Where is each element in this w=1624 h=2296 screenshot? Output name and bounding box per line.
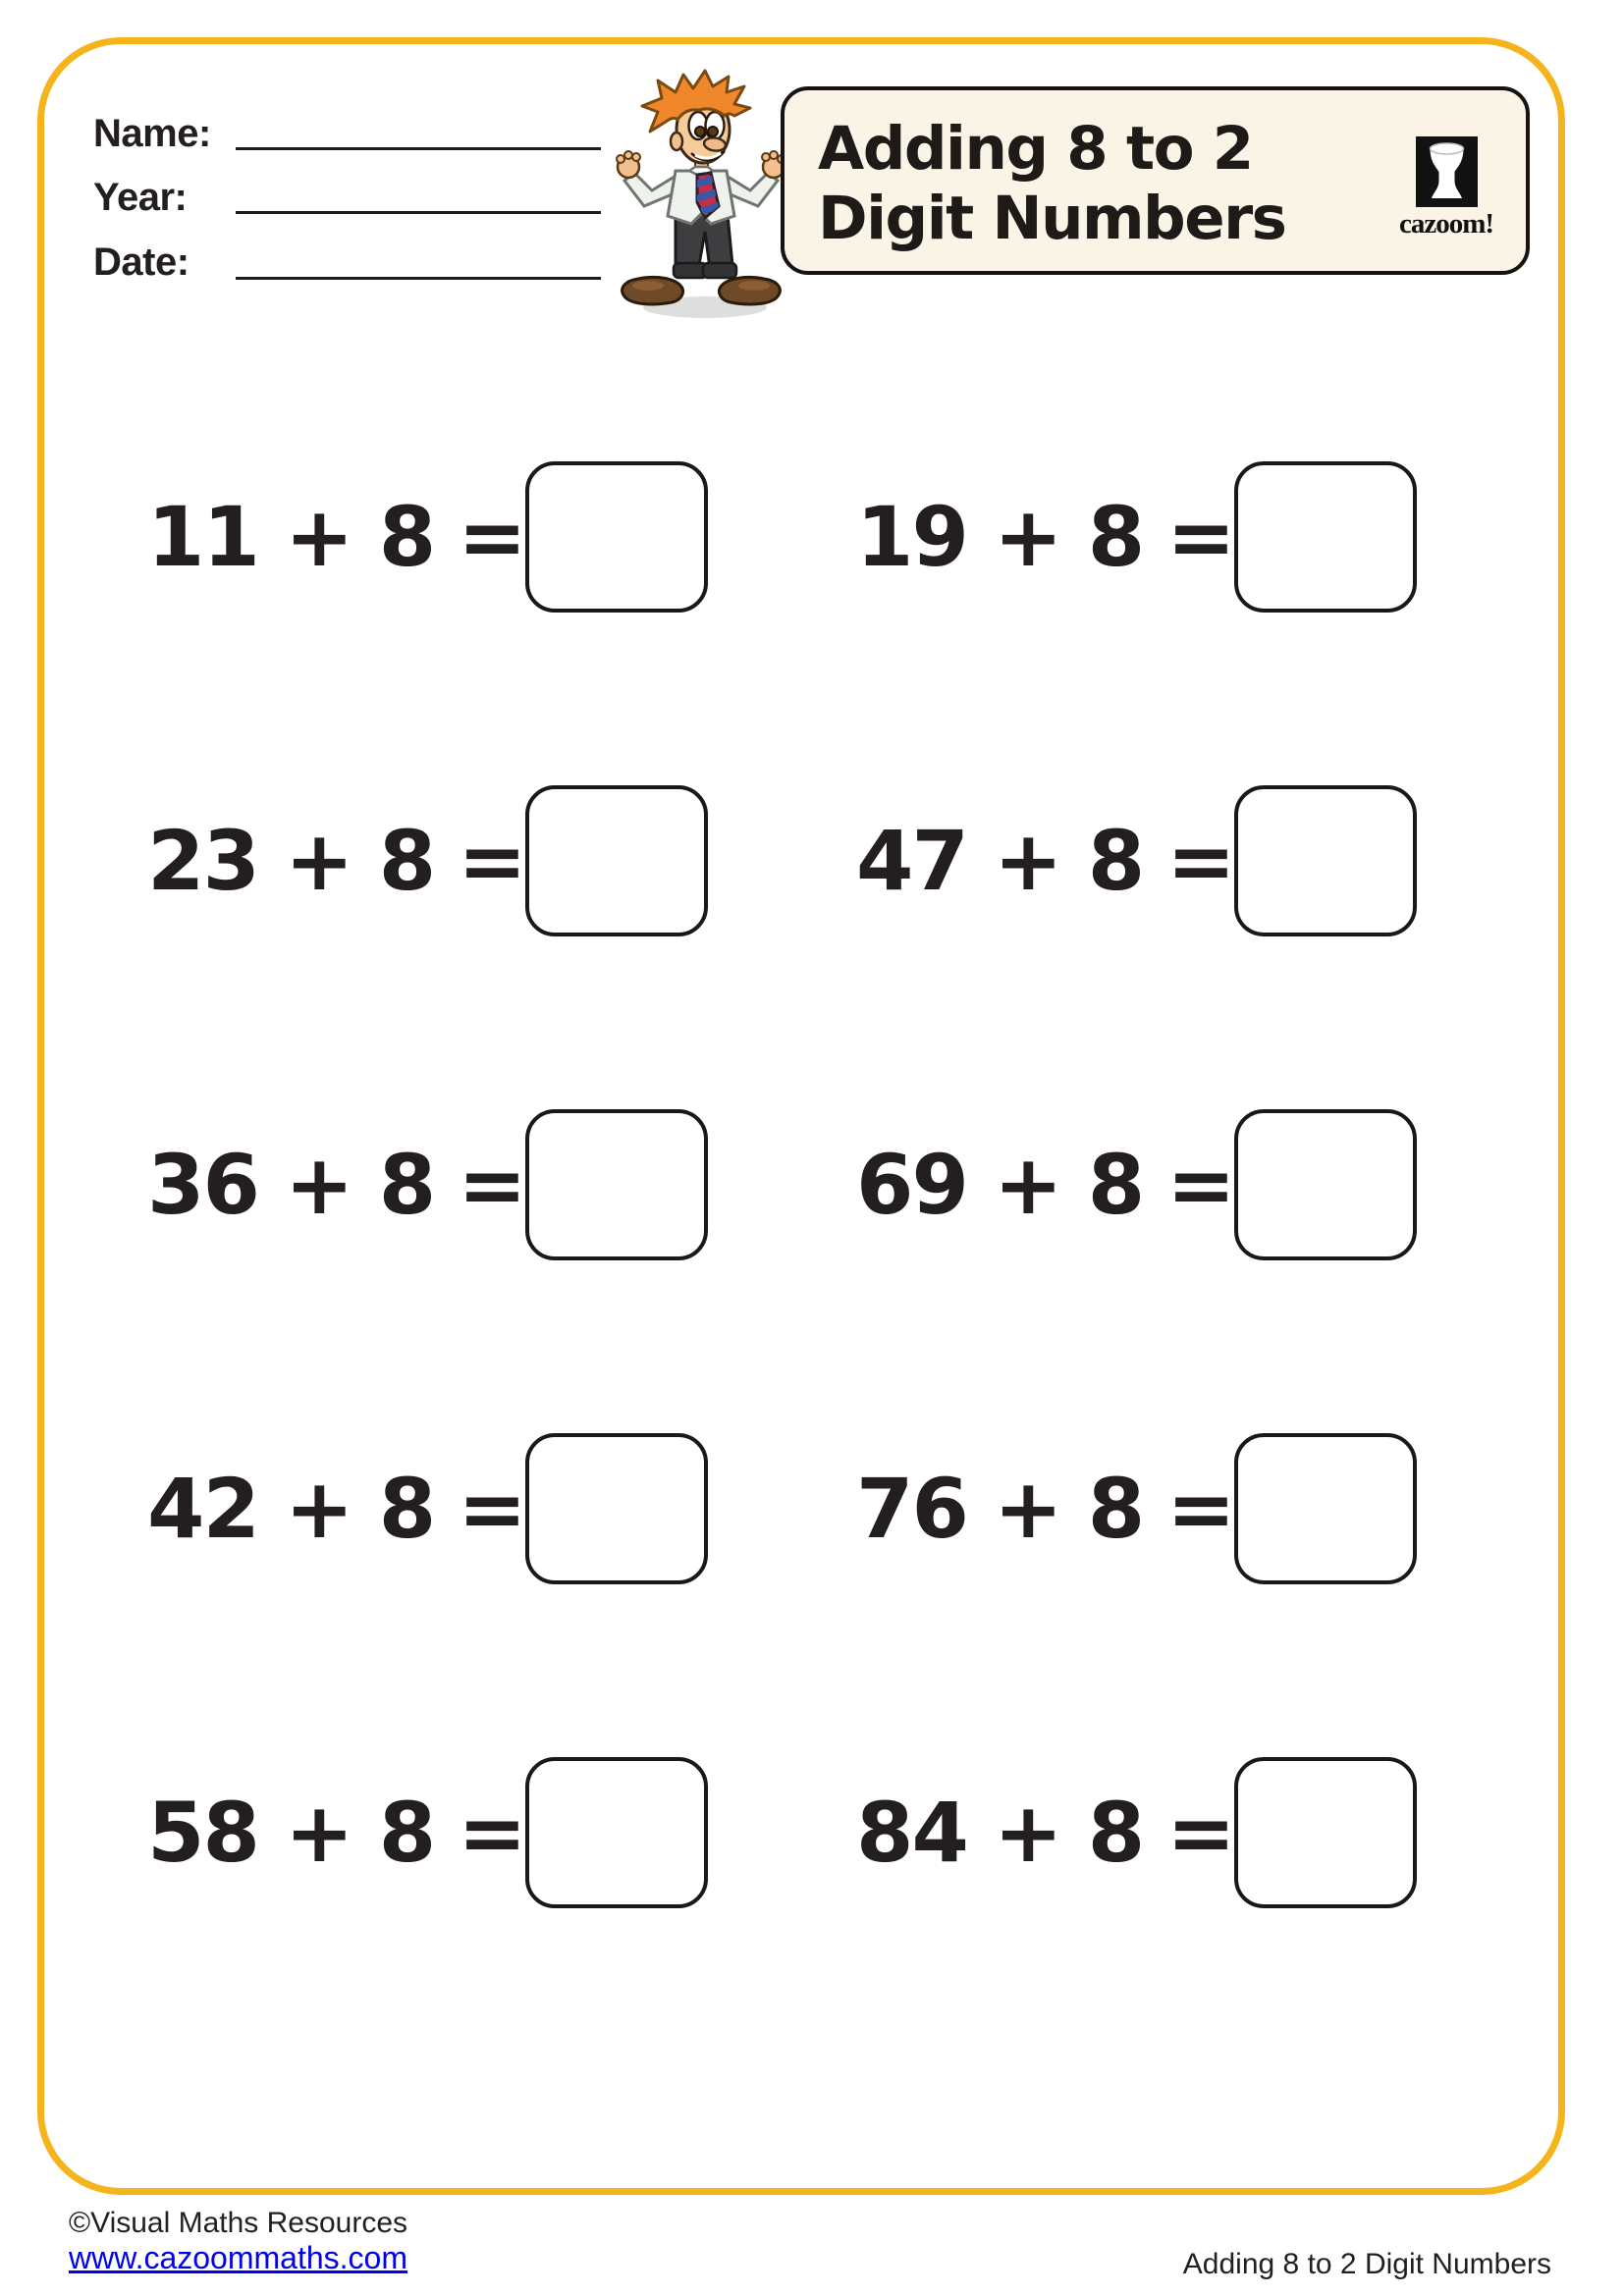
equals-sign: = [1166, 489, 1234, 585]
answer-box[interactable] [525, 461, 708, 613]
equals-sign: = [1166, 1785, 1234, 1881]
answer-box[interactable] [525, 1109, 708, 1260]
equation [856, 1461, 1234, 1557]
name-input-line[interactable] [236, 147, 601, 150]
problem-2 [856, 461, 1415, 613]
equals-sign: = [1166, 1461, 1234, 1557]
name-label: Name: [93, 112, 211, 155]
left-hand [617, 151, 640, 178]
drum-icon [1416, 136, 1478, 207]
expression: 47 + 8 [856, 813, 1144, 909]
answer-box[interactable] [525, 785, 708, 936]
equation [856, 813, 1234, 909]
equals-sign: = [1166, 1137, 1234, 1233]
worksheet-title-line2: Digit Numbers [818, 184, 1286, 253]
equals-sign: = [458, 489, 525, 585]
answer-box[interactable] [1234, 1433, 1417, 1584]
equation [147, 813, 525, 909]
problem-8 [856, 1433, 1415, 1584]
expression: 19 + 8 [856, 489, 1144, 585]
expression: 69 + 8 [856, 1137, 1144, 1233]
copyright-text: ©Visual Maths Resources [69, 2207, 408, 2239]
equation [856, 1785, 1234, 1881]
equals-sign: = [458, 1137, 525, 1233]
equation [856, 489, 1234, 585]
expression: 36 + 8 [147, 1137, 435, 1233]
equation [147, 1461, 525, 1557]
answer-box[interactable] [1234, 1109, 1417, 1260]
answer-box[interactable] [1234, 1757, 1417, 1908]
footer-worksheet-title: Adding 8 to 2 Digit Numbers [1182, 2248, 1551, 2280]
ear [671, 133, 682, 150]
problem-1 [147, 461, 705, 613]
equals-sign: = [1166, 813, 1234, 909]
equation [147, 489, 525, 585]
equation [147, 1137, 525, 1233]
year-label: Year: [93, 176, 188, 219]
answer-box[interactable] [525, 1433, 708, 1584]
problem-6 [856, 1109, 1415, 1260]
expression: 84 + 8 [856, 1785, 1144, 1881]
equals-sign: = [458, 1785, 525, 1881]
problem-10 [856, 1757, 1415, 1908]
date-input-line[interactable] [236, 277, 601, 280]
problem-3 [147, 785, 705, 936]
problem-7 [147, 1433, 705, 1584]
worksheet-title-box [781, 86, 1530, 275]
answer-box[interactable] [1234, 785, 1417, 936]
answer-box[interactable] [1234, 461, 1417, 613]
equals-sign: = [458, 813, 525, 909]
worksheet-title [818, 114, 1285, 253]
expression: 11 + 8 [147, 489, 435, 585]
year-input-line[interactable] [236, 211, 601, 214]
expression: 23 + 8 [147, 813, 435, 909]
problem-5 [147, 1109, 705, 1260]
website-link[interactable]: www.cazoommaths.com [69, 2240, 407, 2275]
equals-sign: = [458, 1461, 525, 1557]
cazoom-logo [1382, 136, 1510, 240]
worksheet-title-line1: Adding 8 to 2 [818, 114, 1253, 184]
expression: 76 + 8 [856, 1461, 1144, 1557]
problem-9 [147, 1757, 705, 1908]
equation [856, 1137, 1234, 1233]
answer-box[interactable] [525, 1757, 708, 1908]
date-label: Date: [93, 240, 189, 284]
expression: 42 + 8 [147, 1461, 435, 1557]
mascot-character-illustration [615, 69, 787, 322]
problem-4 [856, 785, 1415, 936]
logo-caption: cazoom! [1398, 208, 1494, 240]
expression: 58 + 8 [147, 1785, 435, 1881]
equation [147, 1785, 525, 1881]
